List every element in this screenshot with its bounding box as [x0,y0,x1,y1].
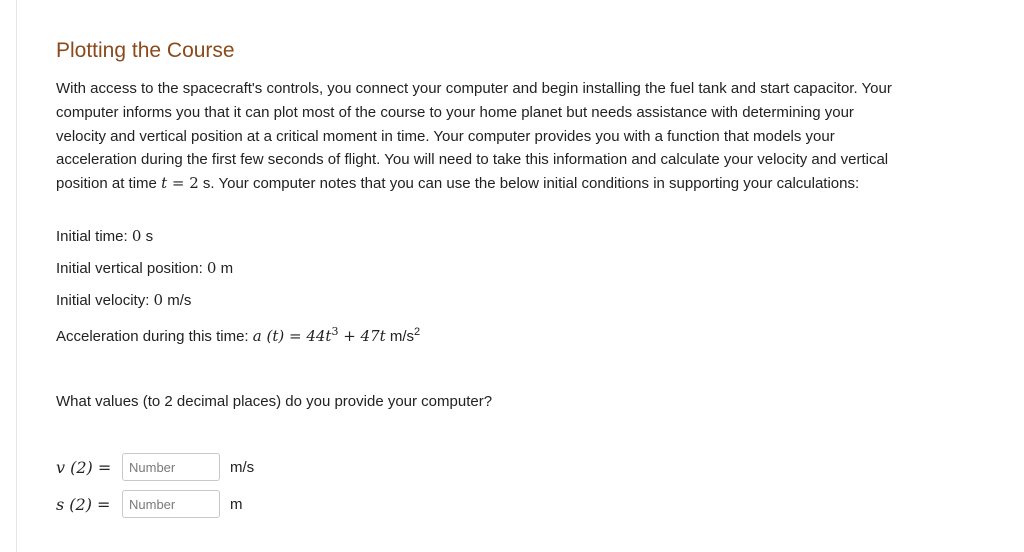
velocity-label: v (2) = [56,457,112,477]
problem-title: Plotting the Course [56,39,235,62]
position-unit: m [230,495,243,513]
initial-position [56,258,233,279]
intro-time-variable: t [161,174,168,193]
problem-intro [56,77,896,196]
initial-time [56,226,153,247]
initial-time-value: 0 [131,227,142,245]
velocity-answer-row [56,453,254,481]
initial-position-value: 0 [206,259,217,277]
acceleration-linear-term: + 47t [338,327,386,345]
initial-position-unit: m [216,260,234,277]
acceleration-label: Acceleration during this time: [56,328,253,345]
position-label: s (2) = [56,494,111,514]
position-input[interactable] [122,490,220,518]
acceleration-exponent: 3 [331,325,339,338]
initial-time-label: Initial time: [56,228,132,245]
initial-time-unit: s [141,228,154,245]
initial-velocity-value: 0 [153,291,164,309]
initial-velocity-label: Initial velocity: [56,292,154,309]
velocity-unit: m/s [230,458,255,476]
problem-content [56,38,896,514]
initial-velocity-unit: m/s [163,292,192,309]
intro-text-part1: With access to the spacecraft's controls, you connect your computer and begin installing the fuel tank and start capacitor. Your computer informs you that it can plot most of the course to your home planet but needs assistance with determining your velocity and vertical position at a critical moment in time. Your computer provides you with a function that models your acceleration during the first few seconds of flight. You will need to take this information and calculate your velocity and vertical position at time [56,80,892,193]
acceleration-unit-exponent: 2 [414,326,421,338]
acceleration-function [56,326,420,347]
initial-position-label: Initial vertical position: [56,260,207,277]
acceleration-unit: m/s [385,328,415,345]
intro-text-part2: s. Your computer notes that you can use the below initial conditions in supporting your calculations: [198,175,860,193]
question-text: What values (to 2 decimal places) do you provide your computer? [56,393,493,410]
initial-velocity [56,290,191,311]
left-divider [16,0,17,552]
position-answer-row [56,490,243,518]
acceleration-fn-name: a [252,327,262,345]
velocity-input[interactable] [122,453,220,481]
acceleration-fn-body: (t) = 44t [261,327,332,345]
intro-time-equation: = 2 [167,174,199,193]
